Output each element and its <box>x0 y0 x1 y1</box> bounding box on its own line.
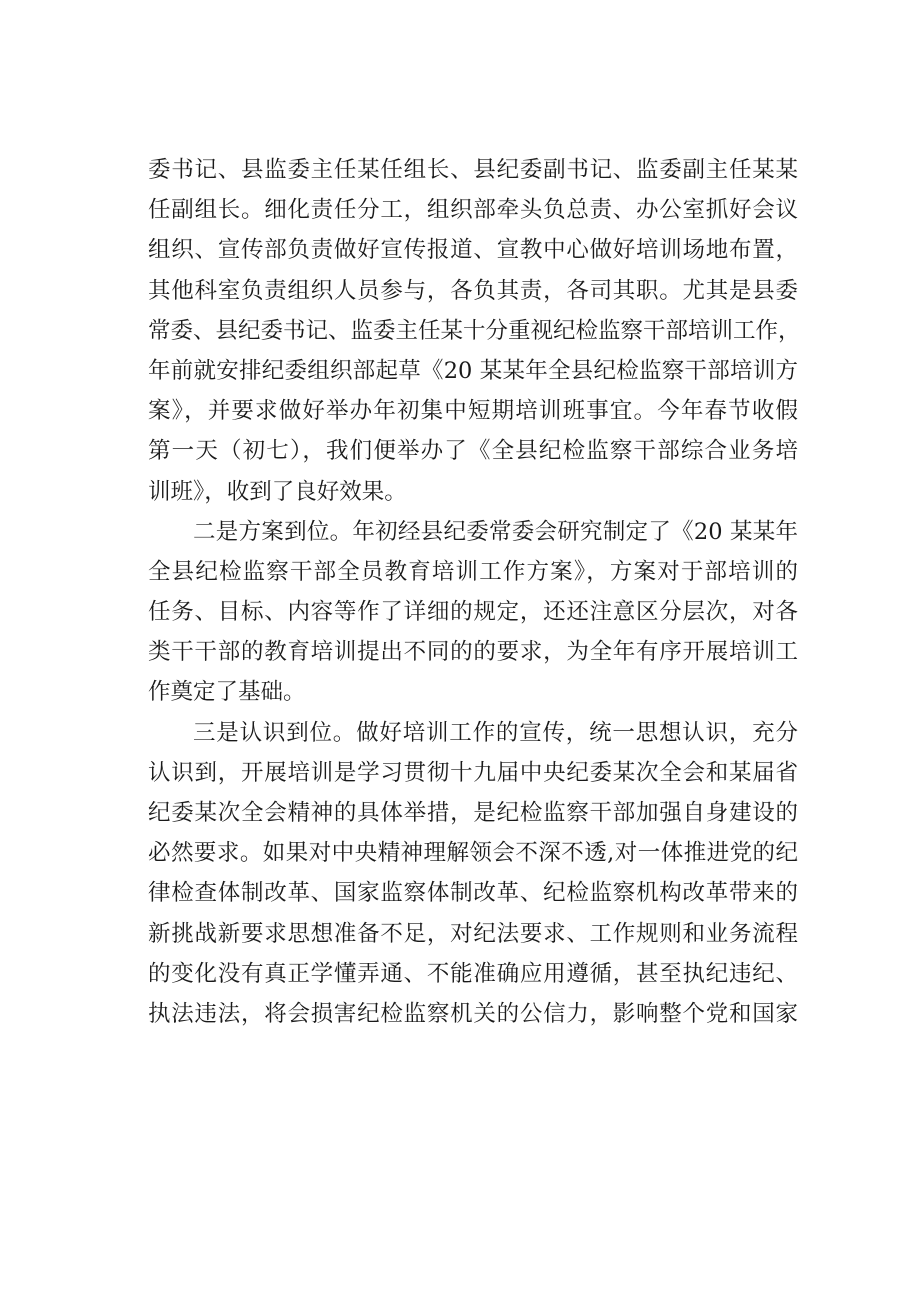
text-line: 必然要求。如果对中央精神理解领会不深不透,对一体推进党的纪 <box>148 840 798 867</box>
text-line: 组织、宣传部负责做好宣传报道、宣教中心做好培训场地布置， <box>148 237 798 264</box>
text-line: 执法违法，将会损害纪检监察机关的公信力，影响整个党和国家 <box>148 1000 798 1027</box>
text-line: 类干干部的教育培训提出不同的的要求，为全年有序开展培训工 <box>148 639 798 666</box>
text-line: 委书记、县监委主任某任组长、县纪委副书记、监委副主任某某 <box>148 157 798 183</box>
text-line: 的变化没有真正学懂弄通、不能准确应用遵循，甚至执纪违纪、 <box>148 960 798 987</box>
text-line: 二是方案到位。年初经县纪委常委会研究制定了《20 某某年 <box>193 518 798 545</box>
text-line: 常委、县纪委书记、监委主任某十分重视纪检监察干部培训工作， <box>148 317 801 344</box>
text-line: 训班》，收到了良好效果。 <box>148 478 407 505</box>
text-line: 全县纪检监察干部全员教育培训工作方案》，方案对于部培训的 <box>148 558 798 585</box>
text-line: 案》，并要求做好举办年初集中短期培训班事宜。今年春节收假 <box>148 398 798 425</box>
text-line: 律检查体制改革、国家监察体制改革、纪检监察机构改革带来的 <box>148 880 798 907</box>
paragraph-plan-in-place <box>148 512 798 713</box>
text-line: 任副组长。细化责任分工，组织部牵头负总责、办公室抓好会议 <box>148 197 798 224</box>
text-line: 纪委某次全会精神的具体举措，是纪检监察干部加强自身建设的 <box>148 800 798 826</box>
paragraph-one-continued <box>148 150 801 512</box>
paragraph-awareness-in-place <box>148 713 798 1035</box>
document-body <box>148 150 801 1034</box>
text-line: 第一天（初七），我们便举办了《全县纪检监察干部综合业务培 <box>148 438 798 465</box>
text-line: 年前就安排纪委组织部起草《20 某某年全县纪检监察干部培训方 <box>148 357 798 384</box>
text-line: 任务、目标、内容等作了详细的规定，还还注意区分层次，对各 <box>148 599 798 626</box>
text-line: 三是认识到位。做好培训工作的宣传，统一思想认识，充分 <box>193 719 798 746</box>
text-line: 其他科室负责组织人员参与，各负其责，各司其职。尤其是县委 <box>148 277 798 304</box>
text-line: 新挑战新要求思想准备不足，对纪法要求、工作规则和业务流程 <box>148 920 798 947</box>
text-line: 作奠定了基础。 <box>148 679 306 706</box>
text-line: 认识到，开展培训是学习贯彻十九届中央纪委某次全会和某届省 <box>148 759 798 786</box>
